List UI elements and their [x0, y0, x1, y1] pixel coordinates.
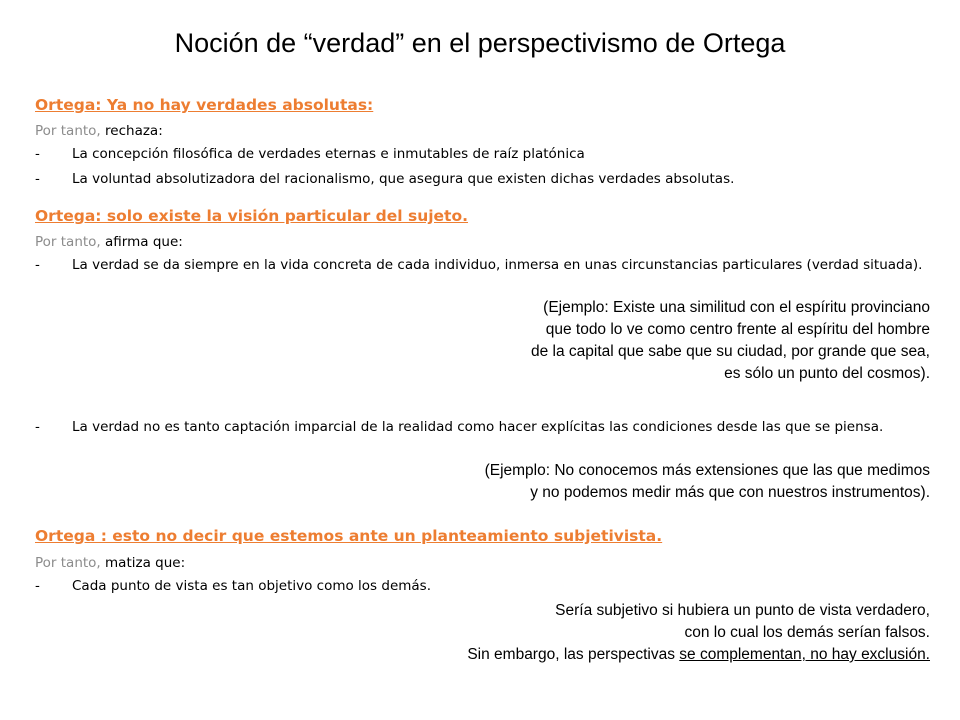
- example-line: que todo lo ve como centro frente al espíritu del hombre: [545, 321, 930, 338]
- intro-connector: Por tanto,: [35, 555, 101, 571]
- conclusion-line: con lo cual los demás serían falsos.: [684, 624, 930, 641]
- example-line: (Ejemplo: Existe una similitud con el espíritu provinciano: [543, 299, 930, 316]
- section-heading-2: Ortega: solo existe la visión particular del sujeto.: [35, 207, 469, 225]
- intro-text: matiza que:: [100, 555, 186, 571]
- bullet-marker: -: [35, 171, 40, 187]
- bullet-text: Cada punto de vista es tan objetivo como los demás.: [72, 578, 432, 594]
- bullet-item: [35, 171, 925, 187]
- example-line: (Ejemplo: No conocemos más extensiones que las que medimos: [484, 462, 930, 479]
- bullet-text: La verdad se da siempre en la vida concreta de cada individuo, inmersa en unas circunstancias particulares (verdad situada).: [72, 257, 923, 273]
- example-line: y no podemos medir más que con nuestros instrumentos).: [530, 484, 930, 501]
- bullet-item: [35, 146, 925, 162]
- bullet-item: [35, 257, 925, 273]
- intro-connector: Por tanto,: [35, 234, 101, 250]
- conclusion-emphasis: se complementan, no hay exclusión.: [679, 646, 930, 663]
- example-block-1: [330, 297, 930, 385]
- example-line: de la capital que sabe que su ciudad, por grande que sea,: [531, 343, 930, 360]
- section-heading-1: Ortega: Ya no hay verdades absolutas:: [35, 96, 374, 114]
- intro-text: afirma que:: [100, 234, 183, 250]
- bullet-text: La concepción filosófica de verdades eternas e inmutables de raíz platónica: [72, 146, 585, 162]
- bullet-text: La voluntad absolutizadora del racionalismo, que asegura que existen dichas verdades absolutas.: [72, 171, 735, 187]
- bullet-marker: -: [35, 257, 40, 273]
- bullet-marker: -: [35, 419, 40, 435]
- conclusion-line: [330, 644, 930, 666]
- bullet-text: La verdad no es tanto captación imparcial de la realidad como hacer explícitas las condiciones desde las que se piensa.: [72, 419, 884, 435]
- conclusion-line: Sería subjetivo si hubiera un punto de vista verdadero,: [555, 602, 930, 619]
- conclusion-block: [330, 600, 930, 666]
- bullet-marker: -: [35, 578, 40, 594]
- bullet-marker: -: [35, 146, 40, 162]
- intro-connector: Por tanto,: [35, 123, 101, 139]
- example-line: es sólo un punto del cosmos).: [724, 365, 930, 382]
- section-intro-3: [35, 555, 185, 571]
- example-block-2: [330, 460, 930, 504]
- conclusion-text: Sin embargo, las perspectivas: [467, 646, 680, 663]
- section-heading-3: Ortega : esto no decir que estemos ante un planteamiento subjetivista.: [35, 527, 663, 545]
- slide-title: Noción de “verdad” en el perspectivismo de Ortega: [174, 28, 786, 58]
- bullet-item: [35, 578, 925, 594]
- section-intro-1: [35, 123, 163, 139]
- section-intro-2: [35, 234, 183, 250]
- intro-text: rechaza:: [100, 123, 163, 139]
- bullet-item: [35, 419, 925, 435]
